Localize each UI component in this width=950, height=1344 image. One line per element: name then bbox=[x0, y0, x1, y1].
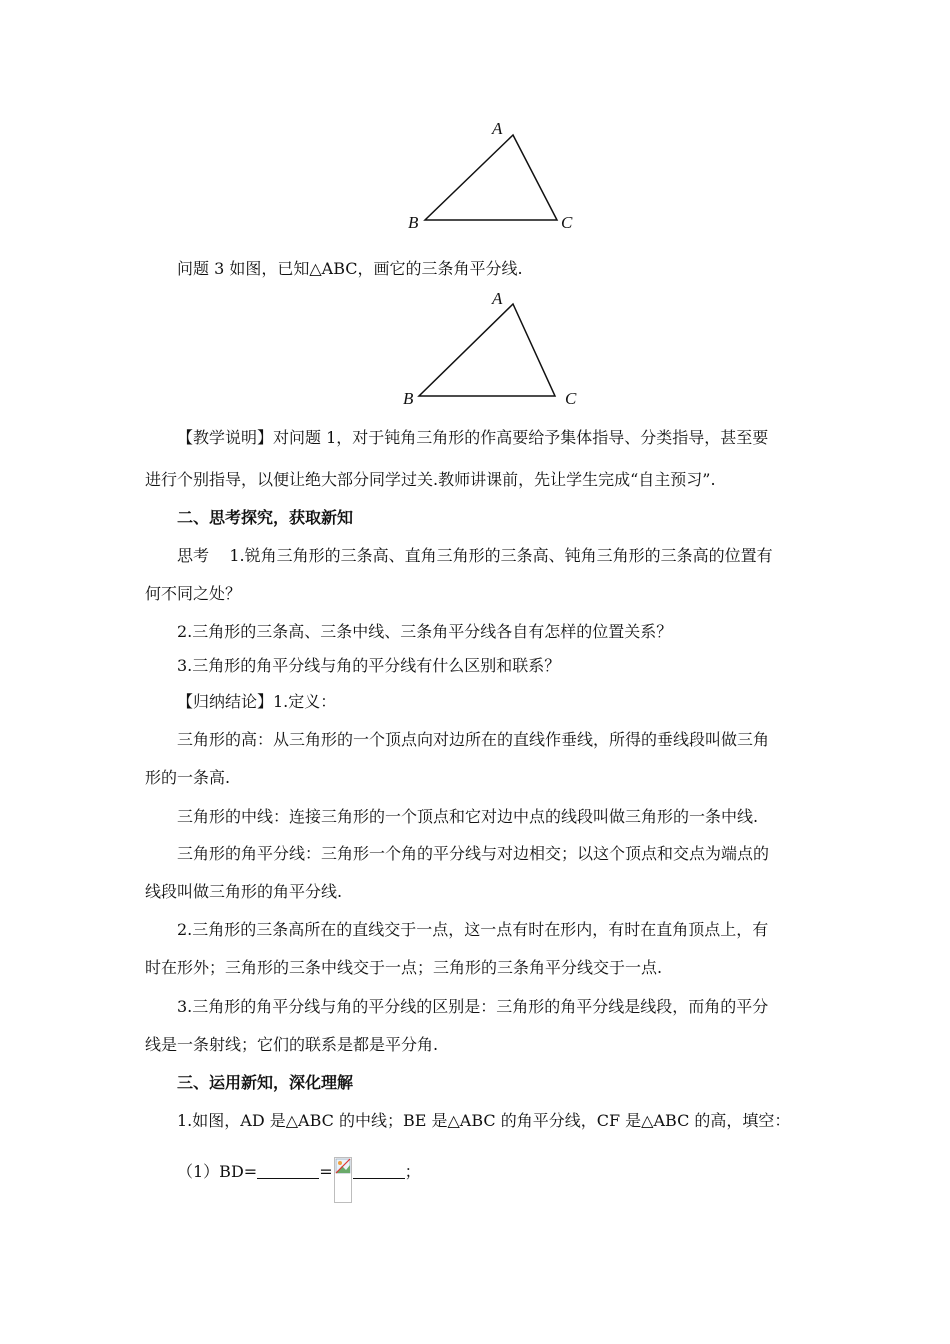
point-2-line-2: 时在形外；三角形的三条中线交于一点；三角形的三条角平分线交于一点. bbox=[145, 958, 663, 977]
think-line-1: 思考 1.锐角三角形的三条高、直角三角形的三条高、钝角三角形的三条高的位置有 bbox=[177, 546, 773, 565]
conclusion-heading: 【归纳结论】1.定义： bbox=[177, 692, 337, 711]
triangle-shape bbox=[419, 304, 555, 396]
vertex-label-a: A bbox=[492, 119, 503, 138]
vertex-label-c: C bbox=[561, 213, 573, 232]
exercise-1-part-1 bbox=[177, 1157, 810, 1203]
triangle-abc-diagram-2 bbox=[395, 285, 585, 410]
point-3-line-2: 线是一条射线；它们的联系是都是平分角. bbox=[145, 1035, 439, 1054]
definition-altitude-line-2: 形的一条高. bbox=[145, 768, 231, 787]
semicolon: ； bbox=[404, 1162, 421, 1181]
triangle-shape bbox=[425, 135, 557, 220]
think-line-3: 3.三角形的角平分线与角的平分线有什么区别和联系？ bbox=[177, 656, 561, 675]
definition-bisector-line-1: 三角形的角平分线：三角形一个角的平分线与对边相交；以这个顶点和交点为端点的 bbox=[177, 844, 770, 863]
equals-sign: = bbox=[319, 1162, 333, 1181]
definition-altitude-line-1: 三角形的高：从三角形的一个顶点向对边所在的直线作垂线，所得的垂线段叫做三角 bbox=[177, 730, 770, 749]
question-3: 问题 3 如图，已知△ABC，画它的三条角平分线. bbox=[177, 259, 523, 278]
vertex-label-b: B bbox=[408, 213, 419, 232]
triangle-figure-1 bbox=[395, 115, 585, 235]
triangle-abc-diagram-1 bbox=[395, 115, 585, 235]
section-heading-3: 三、运用新知，深化理解 bbox=[177, 1073, 354, 1092]
answer-blank-2[interactable] bbox=[353, 1162, 405, 1179]
point-2-line-1: 2.三角形的三条高所在的直线交于一点，这一点有时在形内，有时在直角顶点上，有 bbox=[177, 920, 769, 939]
definition-bisector-line-2: 线段叫做三角形的角平分线. bbox=[145, 882, 343, 901]
teaching-note-line-1: 【教学说明】对问题 1，对于钝角三角形的作高要给予集体指导、分类指导，甚至要 bbox=[177, 428, 769, 447]
section-heading-2: 二、思考探究，获取新知 bbox=[177, 508, 354, 527]
broken-image-icon bbox=[334, 1157, 352, 1203]
teaching-note-line-2: 进行个别指导，以便让绝大部分同学过关.教师讲课前，先让学生完成“自主预习”. bbox=[145, 470, 716, 489]
answer-blank-1[interactable] bbox=[257, 1162, 319, 1179]
triangle-figure-2 bbox=[395, 285, 585, 410]
vertex-label-b: B bbox=[403, 389, 414, 408]
part-1-prefix: （1）BD= bbox=[177, 1162, 258, 1181]
think-line-1b: 何不同之处？ bbox=[145, 584, 242, 603]
vertex-label-a: A bbox=[492, 289, 503, 308]
point-3-line-1: 3.三角形的角平分线与角的平分线的区别是：三角形的角平分线是线段，而角的平分 bbox=[177, 997, 769, 1016]
exercise-1: 1.如图，AD 是△ABC 的中线；BE 是△ABC 的角平分线，CF 是△ABC 的高，填空： bbox=[177, 1111, 791, 1130]
think-line-2: 2.三角形的三条高、三条中线、三条角平分线各自有怎样的位置关系？ bbox=[177, 622, 673, 641]
definition-median: 三角形的中线：连接三角形的一个顶点和它对边中点的线段叫做三角形的一条中线. bbox=[177, 807, 759, 826]
vertex-label-c: C bbox=[565, 389, 577, 408]
